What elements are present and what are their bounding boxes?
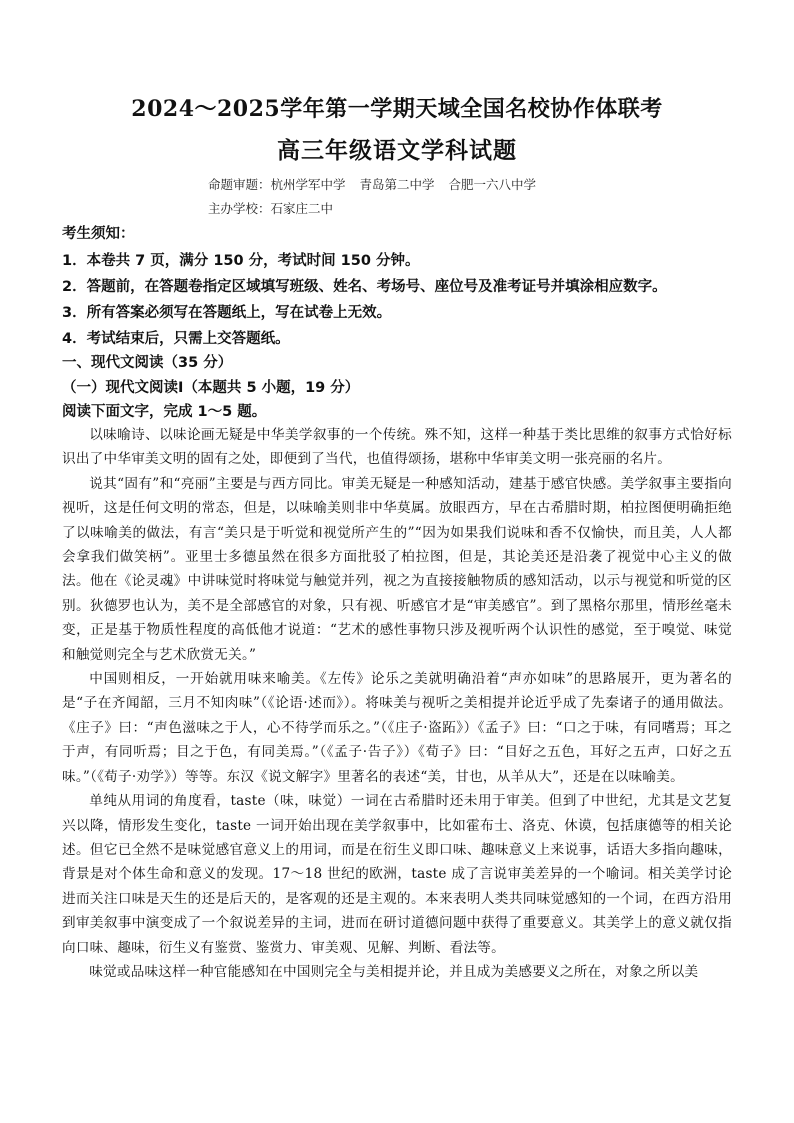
notice-item: 3．所有答案必须写在答题纸上，写在试卷上无效。 [62, 305, 392, 321]
host-school: 主办学校：石家庄二中 [208, 201, 334, 216]
notice-item: 2．答题前，在答题卷指定区域填写班级、姓名、考场号、座位号及准考证号并填涂相应数字。 [62, 279, 667, 295]
passage-paragraph: 中国则相反，一开始就用味来喻美。《左传》论乐之美就明确沿着“声亦如味”的思路展开，更为著名的是“子在齐闻韶，三月不知肉味”（《论语·述而》）。将味美与视听之美相提并论近乎成了先秦诸子的通用做法。《庄子》曰：“声色滋味之于人，心不待学而乐之。”（《庄子·盗跖》）《孟子》曰：“口之于味，有同嗜焉；耳之于声，有同听焉；目之于色，有同美焉。”（《孟子·告子》）《荀子》曰：“目好之五色，耳好之五声，口好之五味。”（《荀子·劝学》）等等。东汉《说文解字》里著名的表述“美，甘也，从羊从大”，还是在以味喻美。 [62, 671, 732, 785]
setter-school: 杭州学军中学 [270, 177, 346, 192]
passage-paragraph: 味觉或品味这样一种官能感知在中国则完全与美相提并论，并且成为美感要义之所在，对象之所以美 [89, 963, 699, 980]
setters-line [208, 175, 536, 193]
reading-instruction: 阅读下面文字，完成 1～5 题。 [62, 404, 267, 420]
notice-item: 4．考试结束后，只需上交答题纸。 [62, 331, 290, 347]
passage-paragraph: 单纯从用词的角度看，taste（味，味觉）一词在古希腊时还未用于审美。但到了中世纪，尤其是文艺复兴以降，情形发生变化，taste 一词开始出现在美学叙事中，比如霍布士、洛克、休谟，包括康德等的相关论述。但它已全然不是味觉感官意义上的用词，而是在衍生义即口味、趣味意义上来说事，话语大多指向趣味，背景是对个体生命和意义的发现。17～18 世纪的欧洲，taste 成了言说审美差异的一个喻词。相关美学讨论进而关注口味是天生的还是后天的，是客观的还是主观的。本来表明人类共同味觉感知的一个词，在西方沿用到审美叙事中演变成了一个叙说差异的主词，进而在研讨道德问题中获得了重要意义。其美学上的意义就仅指向口味、趣味，衍生义有鉴赏、鉴赏力、审美观、见解、判断、看法等。 [62, 793, 732, 956]
setter-school: 青岛第二中学 [359, 177, 435, 192]
setter-school: 合肥一六八中学 [448, 177, 537, 192]
passage-paragraph: 以味喻诗、以味论画无疑是中华美学叙事的一个传统。殊不知，这样一种基于类比思维的叙事方式恰好标识出了中华审美文明的固有之处，即便到了当代，也值得颂扬，堪称中华审美文明一张亮丽的名片。 [62, 427, 732, 468]
setters-label: 命题审题： [208, 177, 271, 192]
passage-paragraph: 说其“固有”和“亮丽”主要是与西方同比。审美无疑是一种感知活动，建基于感官快感。美学叙事主要指向视听，这是任何文明的常态，但是，以味喻美则非中华莫属。放眼西方，早在古希腊时期，柏拉图便明确拒绝了以味喻美的做法，有言“美只是于听觉和视觉所产生的”“因为如果我们说味和香不仅愉快，而且美，人人都会拿我们做笑柄”。亚里士多德虽然在很多方面批驳了柏拉图，但是，其论美还是沿袭了视觉中心主义的做法。他在《论灵魂》中讲味觉时将味觉与触觉并列，视之为直接接触物质的感知活动，以示与视觉和听觉的区别。狄德罗也认为，美不是全部感官的对象，只有视、听感官才是“审美感官”。到了黑格尔那里，情形丝毫未变，正是基于物质性程度的高低他才说道：“艺术的感性事物只涉及视听两个认识性的感觉，至于嗅觉、味觉和触觉则完全与艺术欣赏无关。” [62, 475, 732, 663]
exam-subtitle: 高三年级语文学科试题 [277, 137, 517, 164]
reading-passage [62, 423, 732, 984]
notice-item: 1．本卷共 7 页，满分 150 分，考试时间 150 分钟。 [62, 253, 420, 269]
notice-heading: 考生须知： [62, 226, 135, 242]
subsection-heading: （一）现代文阅读Ⅰ（本题共 5 小题，19 分） [62, 380, 360, 396]
section-heading: 一、现代文阅读（35 分） [62, 355, 233, 371]
exam-title: 2024～2025学年第一学期天域全国名校协作体联考 [131, 96, 663, 122]
